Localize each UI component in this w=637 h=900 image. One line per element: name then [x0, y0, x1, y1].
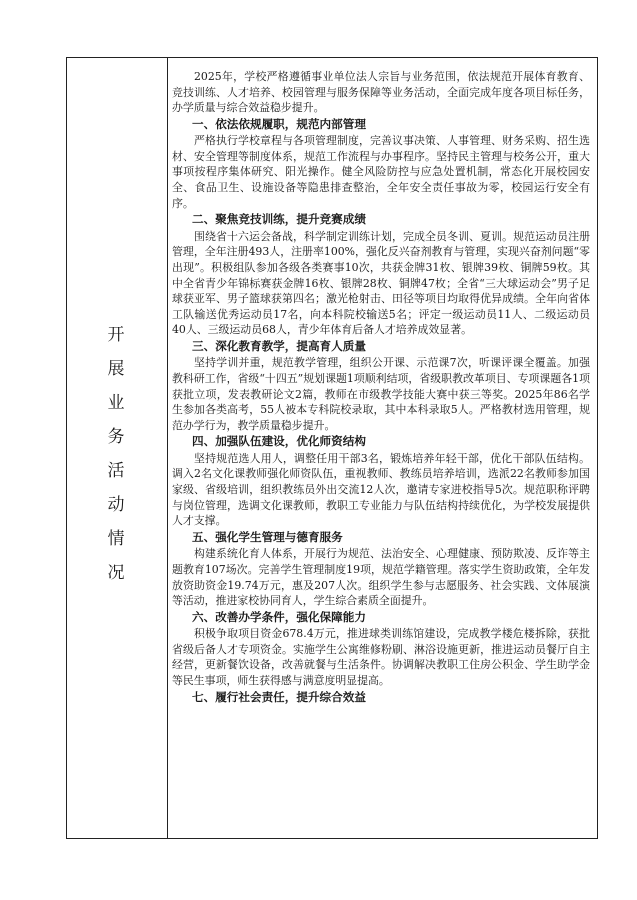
- section-heading-1: 一、依法依规履职，规范内部管理: [192, 116, 366, 131]
- section-body-5: 构建系统化育人体系，开展行为规范、法治安全、心理健康、预防欺凌、反诈等主题教育107场次。完善学生管理制度19项，规范学籍管理。落实学生资助政策，全年发放资助资金19.74万元，惠及207人次。组织学生参与志愿服务、社会实践、文体展演等活动，推进家校协同育人，学生综合素质全面提升。: [172, 547, 590, 608]
- row-label-char: 开: [107, 325, 125, 345]
- row-label-char: 务: [107, 427, 125, 447]
- section-body-3: 坚持学训并重，规范教学管理，组织公开课、示范课7次，听课评课全覆盖。加强教科研工作，省级“十四五”规划课题1项顺利结项，省级职教改革项目、专项课题各1项获批立项，发表教研论文2篇，教师在市级教学技能大赛中获三等奖。2025年86名学生参加各类高考，55人被本专科院校录取，其中本科录取5人。严格教材选用管理，规范办学行为，教学质量稳步提升。: [172, 356, 590, 432]
- section-body-6: 积极争取项目资金678.4万元，推进球类训练馆建设，完成教学楼危楼拆除，获批省级后备人才专项资金。实施学生公寓维修粉刷、淋浴设施更新，推进运动员餐厅自主经营，更新餐饮设备，改善就餐与生活条件。协调解决教职工住房公积金、学生助学金等民生事项，师生获得感与满意度明显提高。: [172, 627, 590, 687]
- row-label-char: 业: [107, 393, 125, 413]
- report-content: [172, 69, 590, 706]
- section-body-2: 围绕省十六运会备战，科学制定训练计划，完成全员冬训、夏训。规范运动员注册管理，全年注册493人，注册率100%，强化反兴奋剂教育与管理，实现兴奋剂问题“零出现”。积极组队参加各级各类赛事10次，共获金牌31枚、银牌39枚、铜牌59枚。其中全省青少年锦标赛获金牌16枚、银牌28枚、铜牌47枚；全省“三大球运动会”男子足球获亚军、男子篮球获第四名；激光枪射击、田径等项目均取得优异成绩。全年向省体工队输送优秀运动员17名，向本科院校输送5名；评定一级运动员11人、二级运动员40人、三级运动员68人，青少年体育后备人才培养成效显著。: [172, 229, 590, 337]
- section-body-4: 坚持规范选人用人，调整任用干部3名，锻炼培养年轻干部，优化干部队伍结构。调入2名文化课教师强化师资队伍，重视教师、教练员培养培训，选派22名教师参加国家级、省级培训，组织教练员外出交流12人次，邀请专家进校指导5次。规范职称评聘与岗位管理，选调文化课教师，教职工专业能力与队伍结构持续优化，为学校发展提供人才支撑。: [172, 451, 590, 528]
- section-heading-3: 三、深化教育教学，提高育人质量: [192, 338, 366, 353]
- section-heading-7: 七、履行社会责任，提升综合效益: [192, 689, 366, 704]
- row-label-char: 况: [107, 563, 125, 583]
- row-label-char: 情: [107, 529, 125, 549]
- column-divider: [167, 57, 168, 839]
- row-label-business-activities: [96, 318, 136, 590]
- intro-paragraph: 2025年，学校严格遵循事业单位法人宗旨与业务范围，依法规范开展体育教育、竞技训练、人才培养、校园管理与服务保障等业务活动，全面完成年度各项目标任务，办学质量与综合效益稳步提升。: [172, 70, 590, 115]
- row-label-char: 展: [107, 359, 125, 379]
- section-body-1: 严格执行学校章程与各项管理制度，完善议事决策、人事管理、财务采购、招生选材、安全管理等制度体系，规范工作流程与办事程序。坚持民主管理与校务公开，重大事项按程序集体研究、阳光操作。健全风险防控与应急处置机制，常态化开展校园安全、食品卫生、设施设备等隐患排查整治，全年安全责任事故为零，校园运行安全有序。: [172, 134, 590, 210]
- row-label-char: 动: [107, 495, 125, 515]
- section-heading-4: 四、加强队伍建设，优化师资结构: [192, 434, 366, 449]
- section-heading-2: 二、聚焦竞技训练，提升竞赛成绩: [192, 212, 366, 227]
- section-heading-5: 五、强化学生管理与德育服务: [192, 529, 343, 544]
- row-label-char: 活: [107, 461, 125, 481]
- section-heading-6: 六、改善办学条件，强化保障能力: [192, 609, 366, 624]
